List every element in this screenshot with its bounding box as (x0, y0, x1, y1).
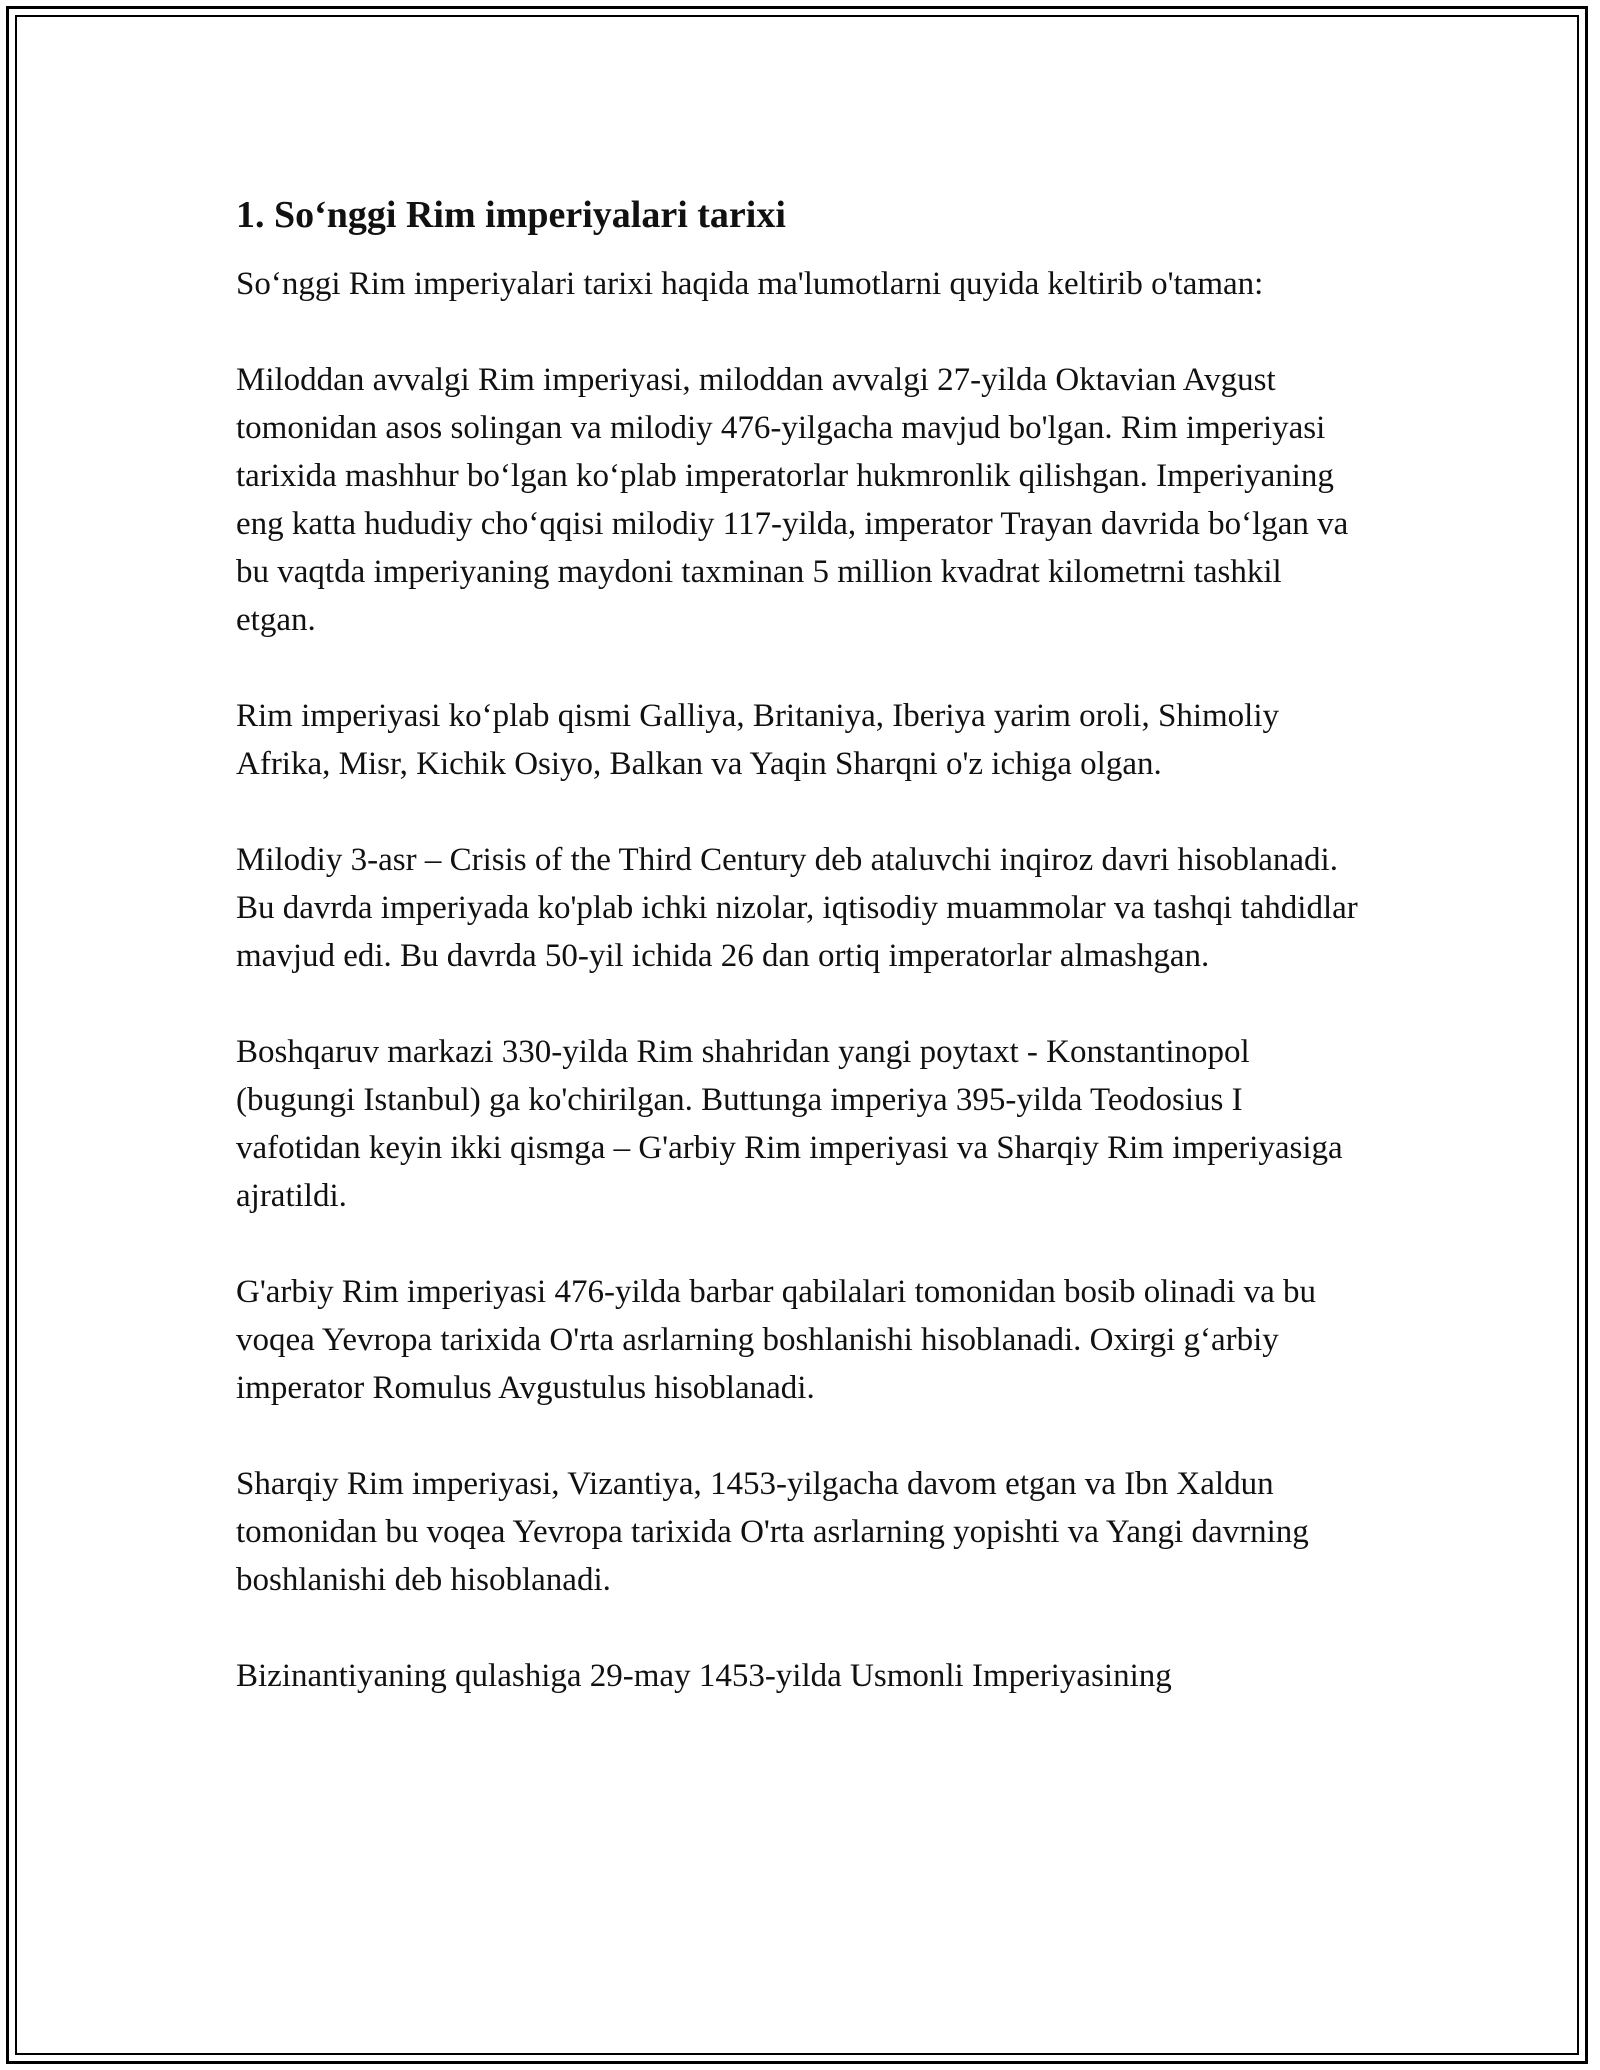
paragraph-intro: So‘nggi Rim imperiyalari tarixi haqida ma'lumotlarni quyida keltirib o'taman: (236, 266, 1264, 302)
paragraph-division: Boshqaruv markazi 330-yilda Rim shahridan yangi poytaxt - Konstantinopol (bugungi Istanbul) ga ko'chirilgan. Buttunga imperiya 395-yilda Teodosius I vafotidan keyin ikki qismga – G'arbiy Rim imperiyasi va Sharqiy Rim imperiyasiga ajratildi. (236, 1034, 1343, 1214)
document-title: 1. So‘nggi Rim imperiyalari tarixi (236, 194, 786, 236)
paragraph-western-fall: G'arbiy Rim imperiyasi 476-yilda barbar qabilalari tomonidan bosib olinadi va bu voqea Yevropa tarixida O'rta asrlarning boshlanishi hisoblanadi. Oxirgi g‘arbiy imperator Romulus Avgustulus hisoblanadi. (236, 1274, 1317, 1406)
paragraph-territory: Rim imperiyasi ko‘plab qismi Galliya, Britaniya, Iberiya yarim oroli, Shimoliy Afrika, Misr, Kichik Osiyo, Balkan va Yaqin Sharqni o'z ichiga olgan. (236, 698, 1279, 782)
paragraph-crisis: Milodiy 3-asr – Crisis of the Third Century deb ataluvchi inqiroz davri hisoblanadi. Bu davrda imperiyada ko'plab ichki nizolar, iqtisodiy muammolar va tashqi tahdidlar mavjud edi. Bu davrda 50-yil ichida 26 dan ortiq imperatorlar almashgan. (236, 842, 1358, 974)
paragraph-founding: Miloddan avvalgi Rim imperiyasi, miloddan avvalgi 27-yilda Oktavian Avgust tomonidan asos solingan va milodiy 476-yilgacha mavjud bo'lgan. Rim imperiyasi tarixida mashhur bo‘lgan ko‘plab imperatorlar hukmronlik qilishgan. Imperiyaning eng katta hududiy cho‘qqisi milodiy 117-yilda, imperator Trayan davrida bo‘lgan va bu vaqtda imperiyaning maydoni taxminan 5 million kvadrat kilometrni tashkil etgan. (236, 362, 1349, 638)
paragraph-eastern-empire: Sharqiy Rim imperiyasi, Vizantiya, 1453-yilgacha davom etgan va Ibn Xaldun tomonidan bu voqea Yevropa tarixida O'rta asrlarning yopishti va Yangi davrning boshlanishi deb hisoblanadi. (236, 1466, 1309, 1598)
paragraph-byzantine-fall: Bizinantiyaning qulashiga 29-may 1453-yilda Usmonli Imperiyasining (236, 1658, 1172, 1694)
document-page (236, 190, 1366, 1748)
